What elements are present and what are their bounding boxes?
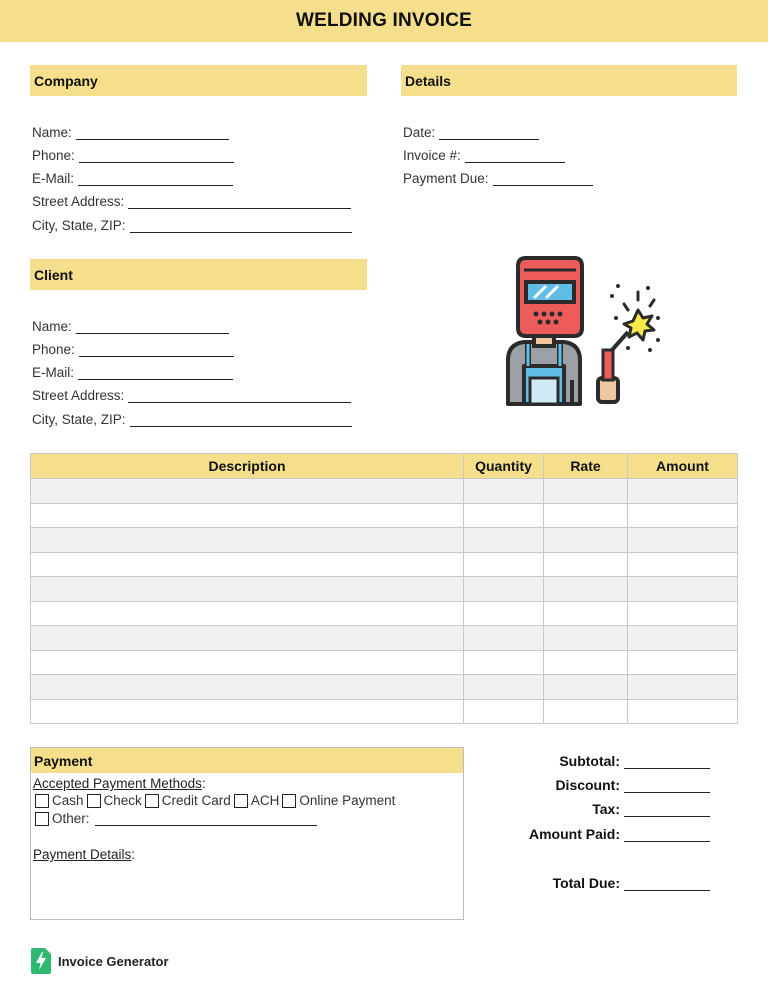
- client-email-field[interactable]: [32, 362, 233, 380]
- total-due-line[interactable]: [624, 877, 710, 891]
- description-cell[interactable]: [31, 503, 464, 528]
- field-label: Name:: [32, 125, 72, 140]
- table-row: [31, 528, 738, 553]
- rate-cell[interactable]: [544, 650, 628, 675]
- rate-cell[interactable]: [544, 675, 628, 700]
- accepted-methods-text: Accepted Payment Methods: [33, 776, 202, 791]
- amount-paid-label: Amount Paid: [528, 826, 616, 842]
- company-phone-field[interactable]: [32, 145, 234, 163]
- payment-details-text: Payment Details: [33, 847, 132, 862]
- quantity-header: Quantity: [464, 454, 544, 479]
- field-label: E-Mail:: [32, 171, 75, 186]
- quantity-cell[interactable]: [464, 650, 544, 675]
- table-row: [31, 479, 738, 504]
- payment-methods-row: [33, 793, 396, 808]
- amount-paid-field[interactable]: [500, 824, 710, 842]
- colon: :: [615, 777, 620, 793]
- client-name-field[interactable]: [32, 316, 229, 334]
- table-row: [31, 699, 738, 724]
- other-label: Other:: [52, 811, 90, 826]
- field-label: Name:: [32, 319, 72, 334]
- colon: :: [615, 826, 620, 842]
- date-field[interactable]: [403, 122, 539, 140]
- subtotal-field[interactable]: [500, 751, 710, 769]
- field-label: Street Address:: [32, 194, 125, 209]
- brand-name: Invoice Generator: [58, 953, 169, 969]
- rate-cell[interactable]: [544, 577, 628, 602]
- city-line[interactable]: [130, 219, 352, 233]
- other-row: [33, 811, 317, 826]
- date-line[interactable]: [439, 126, 539, 140]
- welder-icon: [500, 252, 662, 408]
- online-payment-checkbox[interactable]: [282, 794, 296, 808]
- amount-header: Amount: [628, 454, 738, 479]
- invoice-number-field[interactable]: [403, 145, 565, 163]
- description-header: Description: [31, 454, 464, 479]
- client-street-field[interactable]: [32, 385, 351, 403]
- street-line[interactable]: [128, 195, 351, 209]
- table-row: [31, 503, 738, 528]
- payment-details-label: [33, 847, 135, 862]
- amount-cell[interactable]: [628, 650, 738, 675]
- total-due-field[interactable]: [500, 873, 710, 891]
- field-label: City, State, ZIP:: [32, 412, 126, 427]
- invoice-number-line[interactable]: [465, 149, 565, 163]
- details-heading: [401, 65, 737, 96]
- payment-due-field[interactable]: [403, 168, 593, 186]
- name-line[interactable]: [76, 126, 229, 140]
- amount-cell[interactable]: [628, 699, 738, 724]
- rate-cell[interactable]: [544, 479, 628, 504]
- client-city-field[interactable]: [32, 409, 352, 427]
- online-payment-label: Online Payment: [299, 793, 396, 808]
- amount-cell[interactable]: [628, 675, 738, 700]
- description-cell[interactable]: [31, 528, 464, 553]
- discount-line[interactable]: [624, 779, 710, 793]
- field-label: Invoice #:: [403, 148, 461, 163]
- quantity-cell[interactable]: [464, 528, 544, 553]
- other-checkbox[interactable]: [35, 812, 49, 826]
- amount-cell[interactable]: [628, 503, 738, 528]
- colon: :: [615, 753, 620, 769]
- table-header-row: [31, 454, 738, 479]
- footer-brand[interactable]: [31, 948, 169, 974]
- credit-card-label: Credit Card: [161, 793, 231, 808]
- field-label: Phone:: [32, 342, 75, 357]
- discount-field[interactable]: [500, 775, 710, 793]
- quantity-cell[interactable]: [464, 503, 544, 528]
- description-cell[interactable]: [31, 601, 464, 626]
- table-row: [31, 577, 738, 602]
- company-name-field[interactable]: [32, 122, 229, 140]
- title-banner: [0, 0, 768, 42]
- phone-line[interactable]: [79, 149, 234, 163]
- colon: :: [615, 875, 620, 891]
- table-row: [31, 552, 738, 577]
- credit-card-checkbox[interactable]: [145, 794, 159, 808]
- check-label: Check: [103, 793, 142, 808]
- lightning-icon: [31, 948, 51, 974]
- description-cell[interactable]: [31, 552, 464, 577]
- colon: :: [201, 776, 206, 791]
- payment-box: [30, 747, 464, 920]
- rate-header: Rate: [544, 454, 628, 479]
- rate-cell[interactable]: [544, 503, 628, 528]
- field-label: City, State, ZIP:: [32, 218, 126, 233]
- quantity-cell[interactable]: [464, 601, 544, 626]
- client-phone-field[interactable]: [32, 339, 234, 357]
- colon: :: [131, 847, 136, 862]
- quantity-cell[interactable]: [464, 675, 544, 700]
- table-row: [31, 626, 738, 651]
- rate-cell[interactable]: [544, 552, 628, 577]
- description-cell[interactable]: [31, 699, 464, 724]
- quantity-cell[interactable]: [464, 577, 544, 602]
- amount-cell[interactable]: [628, 528, 738, 553]
- field-label: E-Mail:: [32, 365, 75, 380]
- total-due-label: Total Due: [552, 875, 616, 891]
- email-line[interactable]: [78, 366, 233, 380]
- email-line[interactable]: [78, 172, 233, 186]
- rate-cell[interactable]: [544, 601, 628, 626]
- tax-field[interactable]: [500, 799, 710, 817]
- table-row: [31, 650, 738, 675]
- rate-cell[interactable]: [544, 699, 628, 724]
- amount-cell[interactable]: [628, 601, 738, 626]
- client-heading: [30, 259, 367, 290]
- field-label: Payment Due:: [403, 171, 489, 186]
- quantity-cell[interactable]: [464, 626, 544, 651]
- city-line[interactable]: [130, 413, 352, 427]
- company-heading: [30, 65, 367, 96]
- subtotal-label: Subtotal: [559, 753, 616, 769]
- items-table: [30, 453, 738, 724]
- tax-label: Tax: [592, 801, 616, 817]
- description-cell[interactable]: [31, 675, 464, 700]
- other-line[interactable]: [95, 812, 317, 826]
- tax-line[interactable]: [624, 803, 710, 817]
- amount-cell[interactable]: [628, 626, 738, 651]
- discount-label: Discount: [555, 777, 616, 793]
- payment-heading: [31, 748, 463, 773]
- quantity-cell[interactable]: [464, 479, 544, 504]
- client-heading-label: Client: [34, 266, 73, 283]
- quantity-cell[interactable]: [464, 552, 544, 577]
- description-cell[interactable]: [31, 626, 464, 651]
- description-cell[interactable]: [31, 650, 464, 675]
- amount-cell[interactable]: [628, 479, 738, 504]
- rate-cell[interactable]: [544, 626, 628, 651]
- company-heading-label: Company: [34, 72, 98, 89]
- cash-checkbox[interactable]: [35, 794, 49, 808]
- table-row: [31, 675, 738, 700]
- quantity-cell[interactable]: [464, 699, 544, 724]
- company-city-field[interactable]: [32, 215, 352, 233]
- details-heading-label: Details: [405, 72, 451, 89]
- phone-line[interactable]: [79, 343, 234, 357]
- ach-label: ACH: [250, 793, 280, 808]
- cash-label: Cash: [52, 793, 84, 808]
- accepted-methods-label: [33, 776, 206, 791]
- amount-cell[interactable]: [628, 577, 738, 602]
- field-label: Date:: [403, 125, 436, 140]
- payment-heading-label: Payment: [34, 752, 93, 769]
- company-street-field[interactable]: [32, 191, 351, 209]
- colon: :: [615, 801, 620, 817]
- check-checkbox[interactable]: [87, 794, 101, 808]
- table-row: [31, 601, 738, 626]
- street-line[interactable]: [128, 389, 351, 403]
- subtotal-line[interactable]: [624, 755, 710, 769]
- description-cell[interactable]: [31, 479, 464, 504]
- field-label: Street Address:: [32, 388, 125, 403]
- page-title: WELDING INVOICE: [295, 10, 473, 31]
- company-email-field[interactable]: [32, 168, 233, 186]
- amount-cell[interactable]: [628, 552, 738, 577]
- name-line[interactable]: [76, 320, 229, 334]
- rate-cell[interactable]: [544, 528, 628, 553]
- field-label: Phone:: [32, 148, 75, 163]
- payment-due-line[interactable]: [493, 172, 593, 186]
- amount-paid-line[interactable]: [624, 828, 710, 842]
- description-cell[interactable]: [31, 577, 464, 602]
- ach-checkbox[interactable]: [234, 794, 248, 808]
